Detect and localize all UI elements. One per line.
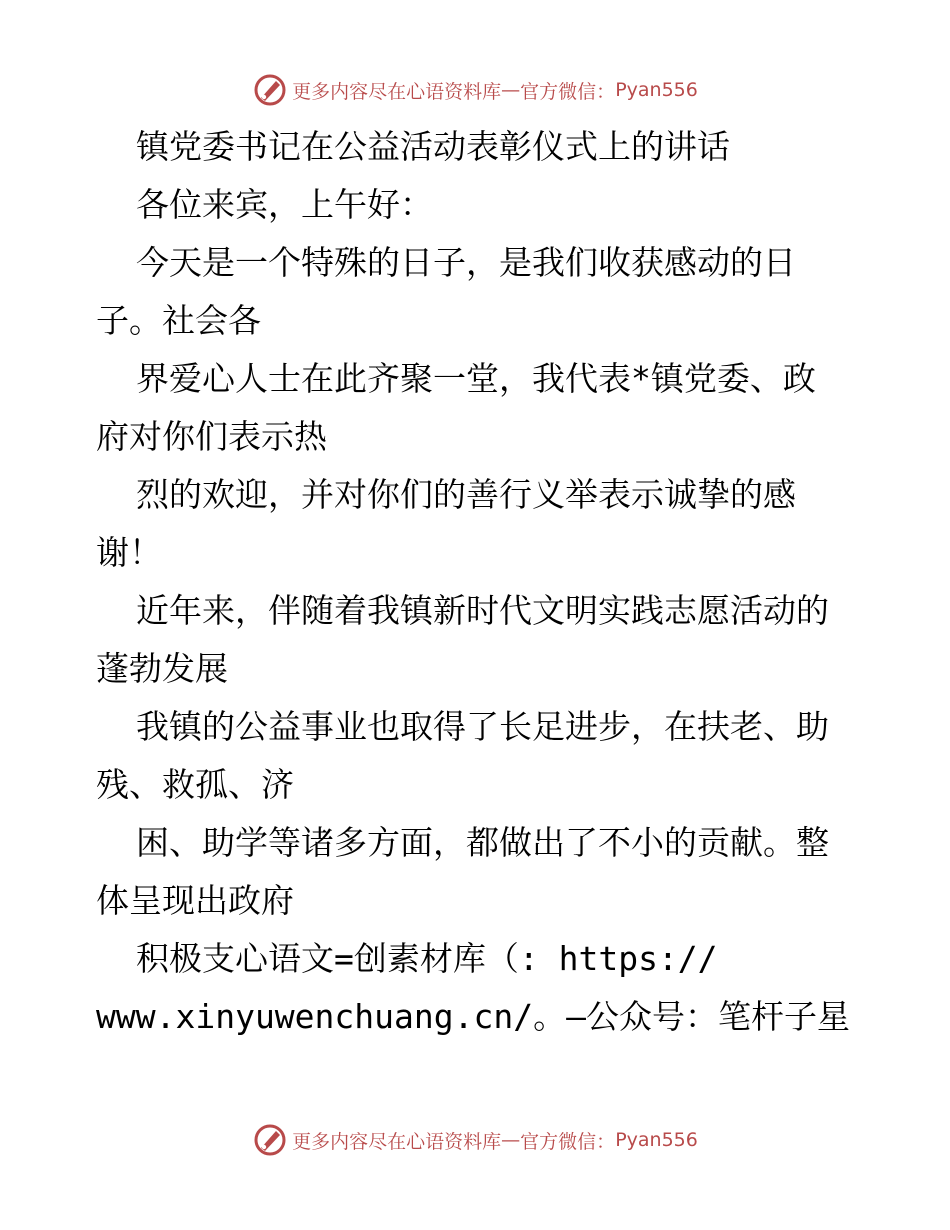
text-line: 体呈现出政府: [96, 881, 294, 920]
document-salutation: 各位来宾，上午好：: [136, 185, 433, 224]
text-line: 子。社会各: [96, 301, 261, 340]
document-title: 镇党委书记在公益活动表彰仪式上的讲话: [136, 127, 730, 166]
pen-circle-logo-icon: [252, 72, 288, 108]
text-line: 烈的欢迎，并对你们的善行义举表示诚挚的感: [136, 475, 796, 514]
watermark-dash: —: [501, 79, 521, 101]
text-line: 困、助学等诸多方面，都做出了不小的贡献。整: [136, 823, 829, 862]
text-line: www.xinyuwenchuang.cn/。—公众号：笔杆子星: [96, 997, 850, 1036]
text-line: 近年来，伴随着我镇新时代文明实践志愿活动的: [136, 591, 829, 630]
header-watermark: [0, 70, 950, 110]
watermark-dash: —: [501, 1129, 521, 1151]
text-line: 残、救孤、济: [96, 765, 294, 804]
watermark-wechat-id: Pyan556: [615, 79, 698, 101]
document-body: [96, 118, 856, 1046]
text-line: 今天是一个特殊的日子，是我们收获感动的日: [136, 243, 796, 282]
watermark-wechat-label: 官方微信：: [520, 1130, 616, 1153]
watermark-main-text: 更多内容尽在心语资料库: [292, 80, 502, 103]
text-line: 我镇的公益事业也取得了长足进步，在扶老、助: [136, 707, 829, 746]
watermark-wechat-id: Pyan556: [615, 1129, 698, 1151]
text-line: 界爱心人士在此齐聚一堂，我代表*镇党委、政: [136, 359, 816, 398]
text-line: 积极支心语文=创素材库（: https://: [136, 939, 718, 978]
watermark-main-text: 更多内容尽在心语资料库: [292, 1130, 502, 1153]
pen-circle-logo-icon: [252, 1122, 288, 1158]
text-line: 谢！: [96, 533, 162, 572]
text-line: 蓬勃发展: [96, 649, 228, 688]
document-paragraph-lines: [96, 234, 856, 1046]
watermark-wechat-label: 官方微信：: [520, 80, 616, 103]
text-line: 府对你们表示热: [96, 417, 327, 456]
footer-watermark: [0, 1120, 950, 1160]
